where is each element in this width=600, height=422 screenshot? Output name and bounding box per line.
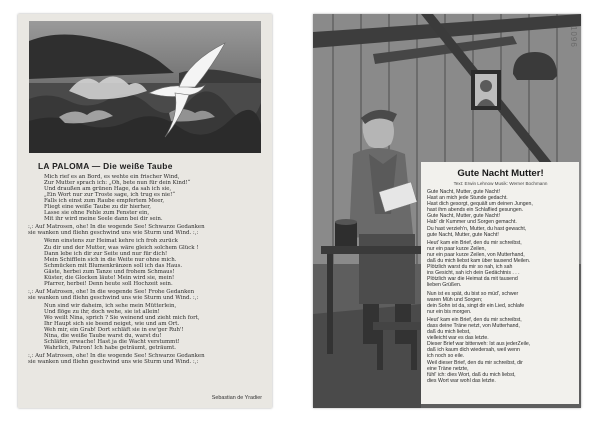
verse-line: Fliegt eine weiße Taube zu dir hierher, bbox=[44, 204, 151, 211]
composer-credit: Sebastian de Yradier bbox=[211, 395, 262, 401]
verse-line: sie wanken und fliehn geschwind uns wie Sturm und Wind. :,: bbox=[28, 359, 199, 366]
postcard-la-paloma bbox=[18, 14, 272, 408]
verse-line: sie wanken und fliehn geschwind uns wie Sturm und Wind. :,: bbox=[28, 230, 199, 237]
verse-line: Weil dieser Brief, den du mir schreibst, dir bbox=[427, 359, 523, 366]
verse-line: Dieser Brief war bitterweh: Ist aus jederZeile, bbox=[427, 341, 531, 348]
song-title: Gute Nacht Mutter! bbox=[457, 168, 544, 179]
verse-line: dies Wort war wohl das letzte. bbox=[427, 377, 496, 384]
verse-line: :,: Auf Matrosen, ohe! In die wogende See! Schwarze Gedanken bbox=[28, 353, 205, 360]
verse-line: daß ich kaum dich wiedersah, weil wenn bbox=[427, 347, 520, 354]
verse-line: Küster, die Glocken läute! Mein wird sie, mein! bbox=[44, 274, 175, 281]
refrain-3 bbox=[28, 353, 262, 365]
verse-line: Nina, die weiße Taube warst du, warst du! bbox=[44, 333, 162, 340]
verse-line: Ihr Haupt sich sie beend neiget, wie und am Ort. bbox=[44, 321, 180, 328]
verse-1 bbox=[427, 189, 574, 238]
refrain-1 bbox=[28, 224, 262, 236]
verse-line: Plötzlich war die Heimat da mit tausend bbox=[427, 276, 518, 283]
verse-line: Heut' kam ein Brief, den du mir schreibst, bbox=[427, 316, 522, 323]
verse-line: Wahrlich, Patron! Ich habe geträumt, geträumt. bbox=[44, 345, 176, 352]
verse-line: Gute Nacht, Mutter, gute Nacht! bbox=[427, 213, 500, 220]
song-credits: Text: Erwin Lehnow Musik: Werner Bochmann bbox=[453, 181, 548, 186]
verse-4 bbox=[427, 317, 574, 384]
verse-line: Wenn einstens zur Heimat kehre ich froh zurück bbox=[44, 238, 178, 245]
postcard-gute-nacht-mutter bbox=[313, 14, 581, 408]
song-title: LA PALOMA — Die weiße Taube bbox=[38, 161, 173, 171]
verse-line: Zur Mutter sprach ich: „Oh, bete nun für dein Kind!“ bbox=[44, 180, 191, 187]
verse-line: Heut' kam ein Brief, den du mir schreibst, bbox=[427, 239, 522, 246]
archive-number: 1096 bbox=[569, 26, 578, 48]
verse-line: Hast an mich jede Stunde gedacht. bbox=[427, 195, 508, 202]
verse-line: nur ein bis morgen. bbox=[427, 308, 472, 315]
verse-line: :,: Auf Matrosen, ohe! In die wogende See! Frohe Gedanken bbox=[28, 288, 195, 295]
verse-line: Gäste, herbei zum Tanze und frohem Schmaus! bbox=[44, 268, 175, 275]
verse-line: daß du mich liebst kam über tausend Meilen. bbox=[427, 258, 531, 265]
verse-line: Schläfer, erwache! Hast ja die Wacht verstummt! bbox=[44, 339, 180, 346]
verse-2 bbox=[28, 238, 262, 286]
verse-line: Plötzlich warst du mir so nah, ich sah bbox=[427, 264, 513, 271]
lyrics-panel bbox=[421, 162, 579, 404]
verse-line: Du hast verzieh'n, Mutter, du hast gewacht, bbox=[427, 225, 527, 232]
seascape-illustration bbox=[29, 21, 261, 153]
verse-line: hast ihm abends ein Schlaflied gesungen. bbox=[427, 207, 524, 214]
verse-line: dass deine Träne netzt, von Mutterhand, bbox=[427, 322, 520, 329]
refrain-2 bbox=[28, 289, 262, 301]
verse-line: Dann lebe ich dir zur Seite und nur für dich! bbox=[44, 250, 168, 257]
verse-line: fühl' ich: dies Wort, daß du mich liebst, bbox=[427, 371, 516, 378]
seagull-over-waves-picture bbox=[29, 21, 261, 153]
verse-1 bbox=[28, 174, 262, 222]
verse-line: Mit ihr wird meine Seele dann bei dir sein. bbox=[44, 216, 163, 223]
verse-3 bbox=[427, 291, 574, 315]
verse-line: daß du mich liebst, bbox=[427, 329, 471, 336]
verse-line: Lasse sie ohne Fehle zum Fenster ein, bbox=[44, 210, 150, 217]
verse-line: Zu dir und der Mutter, was wäre gleich solchem Glück ! bbox=[44, 244, 199, 251]
verse-line: gute Nacht, Mutter, gute Nacht! bbox=[427, 231, 499, 238]
verse-line: Weh mir, ein Grab! Dort schläft sie in ew'ger Ruh'! bbox=[44, 327, 184, 334]
verse-line: „Ein Wort nur zur Troste sage, ich trug es nie!“ bbox=[44, 192, 176, 199]
verse-line: vielleicht war es das letzte. bbox=[427, 335, 489, 342]
verse-line: Mich rief es an Bord, es wehte ein frischer Wind, bbox=[44, 174, 180, 180]
verse-line: Gute Nacht, Mutter, gute Nacht! bbox=[427, 189, 500, 195]
verse-line: Nun ist es spät, du bist so müd', schwer bbox=[427, 290, 519, 297]
verse-line: ins Gesicht, sah ich dein Gedächtnis . . . bbox=[427, 270, 520, 277]
verse-2 bbox=[427, 240, 574, 289]
verse-line: ich noch so eile. bbox=[427, 353, 465, 360]
verse-line: eine Träne netzte, bbox=[427, 365, 469, 372]
verse-line: lieben Grüßen. bbox=[427, 282, 462, 289]
verse-line: Schmücken mit Blumenkränzen soll ich das Haus. bbox=[44, 262, 183, 269]
verse-line: Pfarrer, herbei! Denn heute soll Hochzeit sein. bbox=[44, 280, 173, 287]
verse-line: Und draußen am grünen Hage, da sah ich sie, bbox=[44, 186, 172, 193]
verse-3 bbox=[28, 303, 262, 351]
verse-line: Hab' dir Kummer und Sorgen gemacht. bbox=[427, 219, 517, 226]
verse-line: dein Sohn ist da, singt dir ein Lied, schlafe bbox=[427, 302, 525, 309]
verse-line: nur ein paar kurze Zeilen, von Mutterhand, bbox=[427, 251, 525, 258]
verse-line: Falls ich einst zum Raube empfertem Meer, bbox=[44, 198, 165, 205]
verse-line: Und flöge zu ihr, doch wehe, sie ist allein! bbox=[44, 308, 160, 315]
verse-line: Wo weilt Nina, sprich ? Sie weinend und zieht mich fort, bbox=[44, 315, 200, 322]
verse-line: :,: Auf Matrosen, ohe! In die wogende See! Schwarze Gedanken bbox=[28, 224, 205, 231]
verse-line: Mein Schifflein sich in die Weite nur ohne mich. bbox=[44, 256, 177, 263]
verse-line: sie wanken und fliehn geschwind uns wie Sturm und Wind. :,: bbox=[28, 294, 199, 301]
verse-line: waren Müh und Sorgen; bbox=[427, 296, 483, 303]
verse-line: nur ein paar kurze Zeilen, bbox=[427, 245, 486, 252]
verse-line: Hast dich gesorgt, gequält um deinen Jungen, bbox=[427, 201, 533, 208]
verse-line: Nun sind wir daheim, ich sehe mein Mütterlein, bbox=[44, 302, 177, 309]
